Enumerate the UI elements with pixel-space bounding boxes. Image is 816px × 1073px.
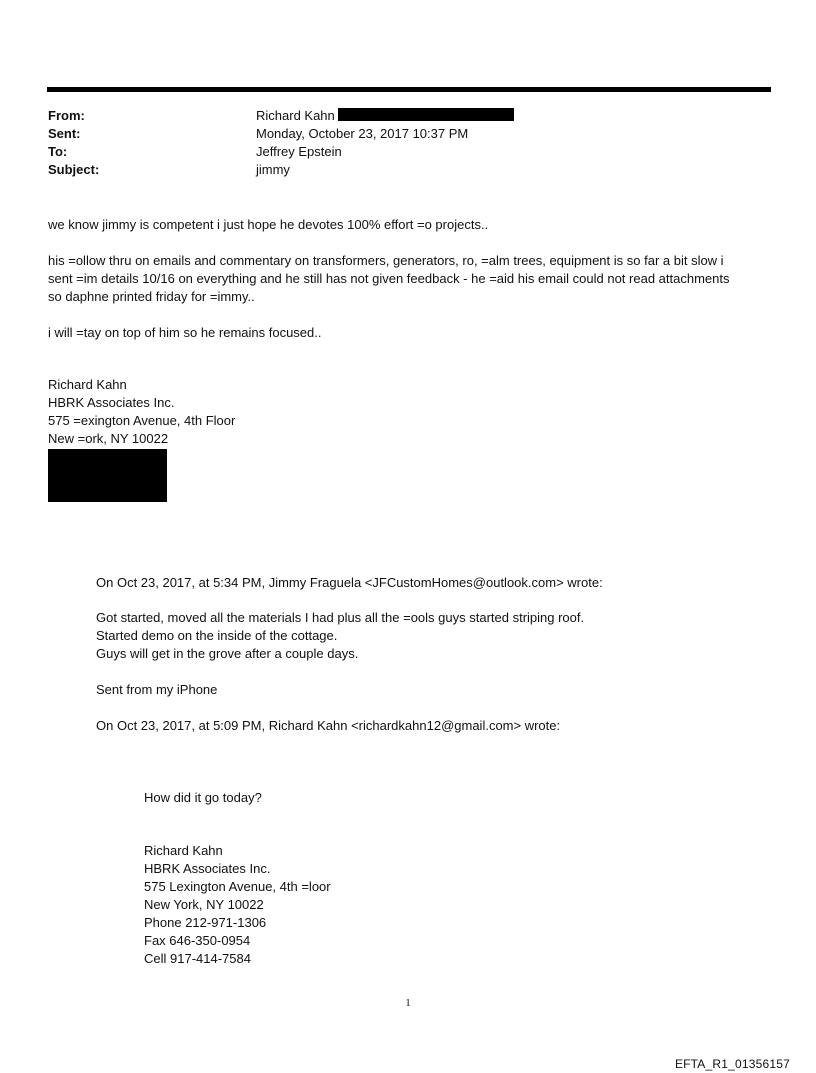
signature-phone: Phone 212-971-1306 — [144, 915, 267, 930]
quoted-reply-1 — [96, 574, 776, 592]
sent-from-line: Sent from my iPhone — [96, 682, 218, 697]
signature-company: HBRK Associates Inc. — [48, 395, 175, 410]
page-number: 1 — [405, 997, 411, 1009]
signature-city: New =ork, NY 10022 — [48, 431, 169, 446]
sent-value: Monday, October 23, 2017 10:37 PM — [256, 126, 469, 141]
body-line: so daphne printed friday for =immy.. — [48, 289, 255, 304]
quoted-reply-1-body — [96, 609, 776, 663]
body-line: i will =tay on top of him so he remains focused.. — [48, 325, 322, 340]
header-divider — [47, 87, 771, 92]
quote-attribution: On Oct 23, 2017, at 5:09 PM, Richard Kahn <richardkahn12@gmail.com> wrote: — [96, 718, 561, 733]
header-sent-row — [48, 125, 768, 143]
sender-signature — [48, 376, 768, 448]
quote-attribution: On Oct 23, 2017, at 5:34 PM, Jimmy Fraguela <JFCustomHomes@outlook.com> wrote: — [96, 575, 603, 590]
to-value: Jeffrey Epstein — [256, 144, 342, 159]
signature-name: Richard Kahn — [48, 377, 127, 392]
body-line: sent =im details 10/16 on everything and he still has not given feedback - he =aid his email could not read attachments — [48, 271, 730, 286]
signature-name: Richard Kahn — [144, 843, 223, 858]
signature-address: 575 Lexington Avenue, 4th =loor — [144, 879, 331, 894]
signature-city: New York, NY 10022 — [144, 897, 264, 912]
subject-label: Subject: — [48, 162, 100, 177]
quote-line: Started demo on the inside of the cottage. — [96, 628, 338, 643]
bates-number: EFTA_R1_01356157 — [674, 1057, 790, 1071]
body-line: we know jimmy is competent i just hope he devotes 100% effort =o projects.. — [48, 217, 489, 232]
header-to-row — [48, 143, 768, 161]
signature-address: 575 =exington Avenue, 4th Floor — [48, 413, 236, 428]
to-label: To: — [48, 144, 68, 159]
quote-sent-from — [96, 681, 776, 699]
body-paragraph-3 — [48, 324, 768, 342]
quote-line: Guys will get in the grove after a couple days. — [96, 646, 359, 661]
from-label: From: — [48, 108, 85, 123]
header-from-row — [48, 107, 768, 125]
from-value — [256, 107, 514, 125]
sent-label: Sent: — [48, 126, 81, 141]
body-line: his =ollow thru on emails and commentary on transformers, generators, ro, =alm trees, equipment is so far a bit slow i — [48, 253, 724, 268]
quote-attribution-2 — [96, 717, 776, 735]
header-subject-row — [48, 161, 768, 179]
signature-fax: Fax 646-350-0954 — [144, 933, 251, 948]
signature-cell: Cell 917-414-7584 — [144, 951, 251, 966]
body-paragraph-2 — [48, 252, 768, 306]
quote-line: Got started, moved all the materials I had plus all the =ools guys started striping roof. — [96, 610, 585, 625]
subject-value: jimmy — [256, 162, 290, 177]
quoted-signature — [144, 842, 764, 968]
redaction-from-email — [338, 108, 514, 121]
body-paragraph-1 — [48, 216, 768, 234]
redaction-block — [48, 449, 167, 502]
from-name: Richard Kahn — [256, 108, 335, 123]
quote-question: How did it go today? — [144, 790, 262, 805]
signature-company: HBRK Associates Inc. — [144, 861, 271, 876]
quoted-reply-2 — [144, 789, 764, 807]
